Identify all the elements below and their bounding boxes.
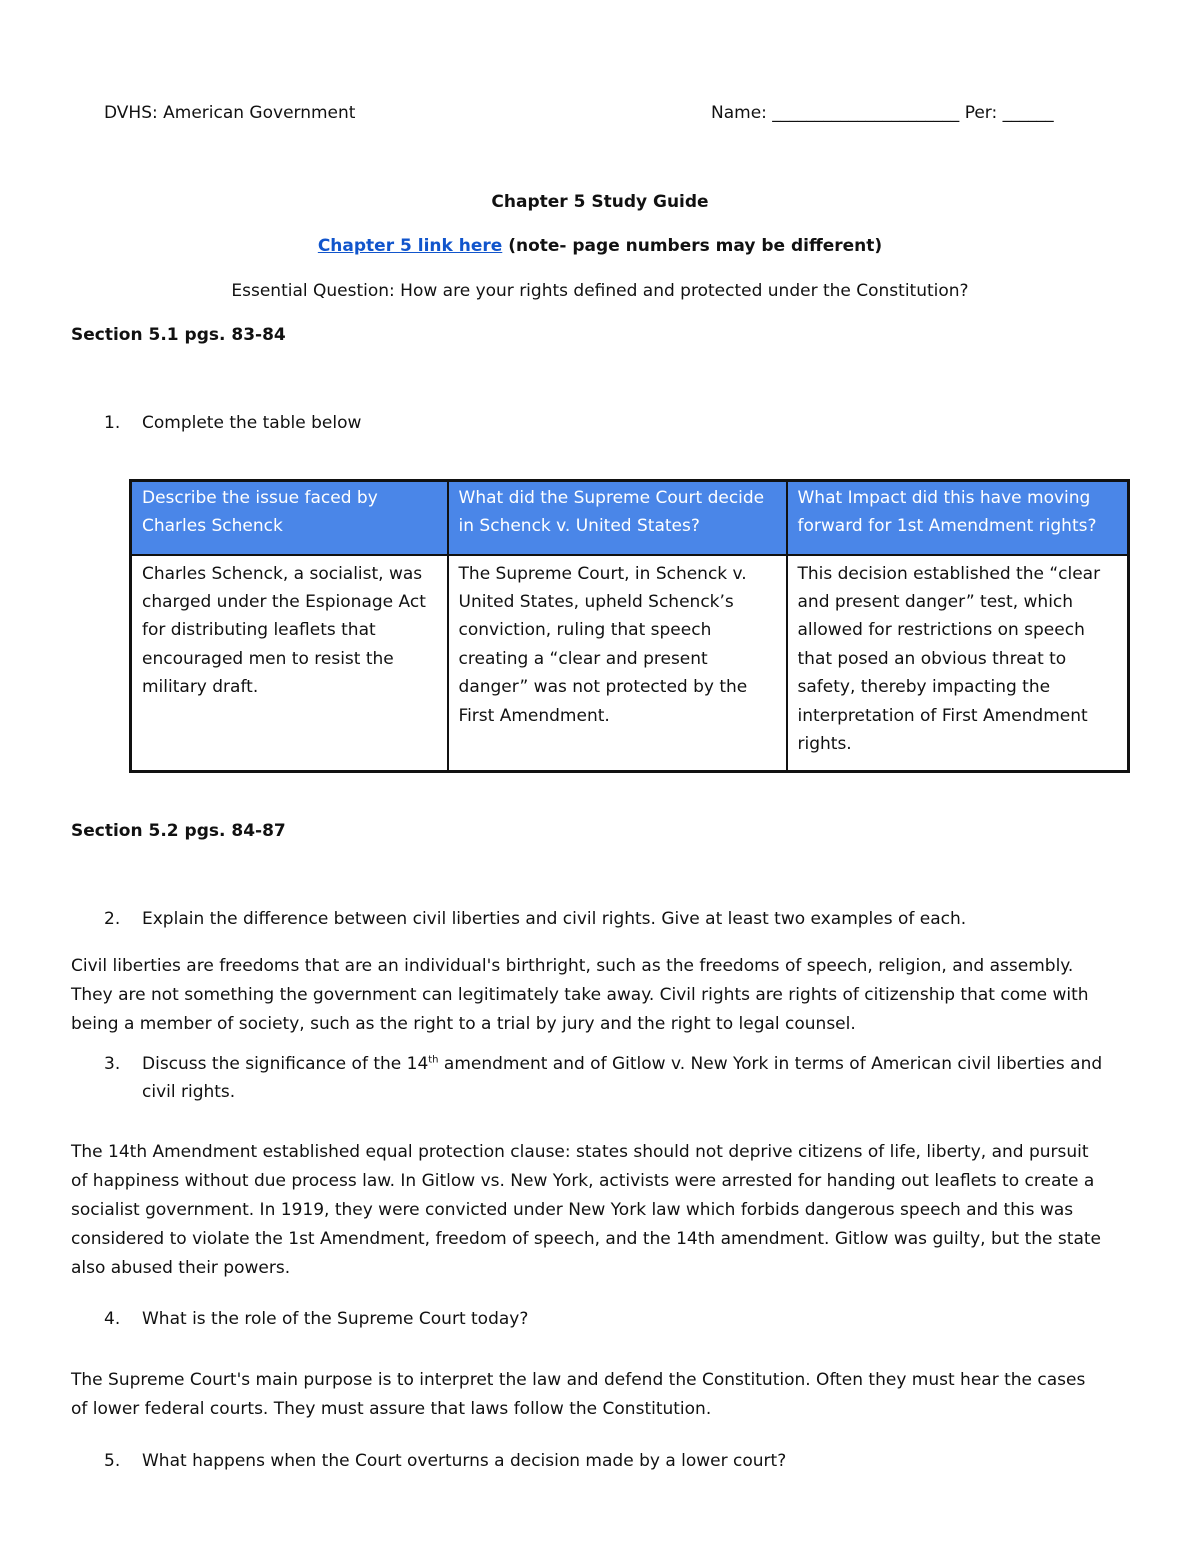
question-number: 2. bbox=[104, 909, 121, 929]
cell-issue: Charles Schenck, a socialist, was charged under the Espionage Act for distributing leaflets that encouraged men to resist the military draft. bbox=[131, 555, 448, 772]
answer-3: The 14th Amendment established equal protection clause: states should not deprive citizens of life, liberty, and pursuit of happiness without due process law. In Gitlow vs. New York, activists were arrested for handing out leaflets to create a socialist government. In 1919, they were convicted under New York law which forbids dangerous speech and this was considered to violate the 1st Amendment, freedom of speech, and the 14th amendment. Gitlow was guilty, but the state also abused their powers. bbox=[71, 1142, 1101, 1278]
answer-4: The Supreme Court's main purpose is to interpret the law and defend the Constitution. Often they must hear the cases of lower federal courts. They must assure that laws follow the Constitution. bbox=[71, 1370, 1086, 1419]
question-text: Explain the difference between civil liberties and civil rights. Give at least two examples of each. bbox=[142, 909, 967, 929]
question-number: 5. bbox=[104, 1451, 121, 1471]
name-period-field: Name: ______________________ Per: ______ bbox=[711, 103, 1054, 123]
question-number: 4. bbox=[104, 1309, 121, 1329]
cell-impact: This decision established the “clear and present danger” test, which allowed for restrictions on speech that posed an obvious threat to safety, thereby impacting the interpretation of First Amendment rights. bbox=[787, 555, 1129, 772]
table-row bbox=[131, 555, 1129, 772]
header-issue: Describe the issue faced by Charles Schenck bbox=[131, 481, 448, 555]
question-4 bbox=[104, 1309, 528, 1329]
answer-2: Civil liberties are freedoms that are an individual's birthright, such as the freedoms of speech, religion, and assembly. They are not something the government can legitimately take away. Civil rights are rights of citizenship that come with being a member of society, such as the right to a trial by jury and the right to legal counsel. bbox=[71, 956, 1089, 1034]
question-5 bbox=[104, 1451, 786, 1471]
section-5-1-heading: Section 5.1 pgs. 83-84 bbox=[71, 325, 286, 345]
header-impact: What Impact did this have moving forward for 1st Amendment rights? bbox=[787, 481, 1129, 555]
chapter-5-link[interactable]: Chapter 5 link here bbox=[317, 236, 503, 256]
table-header-row bbox=[131, 481, 1129, 555]
cell-decision: The Supreme Court, in Schenck v. United States, upheld Schenck’s conviction, ruling that speech creating a “clear and present danger” was not protected by the First Amendment. bbox=[448, 555, 787, 772]
question-3: 3. Discuss the significance of the 14th amendment and of Gitlow v. New York in terms of American civil liberties and bbox=[104, 1054, 1103, 1074]
question-text: Complete the table below bbox=[142, 413, 362, 433]
question-3-continued: civil rights. bbox=[142, 1082, 236, 1102]
question-2 bbox=[104, 909, 966, 929]
question-number: 1. bbox=[104, 413, 121, 433]
page-number-note: (note- page numbers may be different) bbox=[502, 236, 883, 256]
question-text: What happens when the Court overturns a decision made by a lower court? bbox=[142, 1451, 787, 1471]
question-1 bbox=[104, 413, 361, 433]
question-number: 3. bbox=[104, 1054, 121, 1074]
page-title: Chapter 5 Study Guide bbox=[491, 192, 709, 212]
schenck-table bbox=[129, 479, 1130, 773]
question-text: What is the role of the Supreme Court today? bbox=[142, 1309, 529, 1329]
course-header: DVHS: American Government bbox=[104, 103, 356, 123]
section-5-2-heading: Section 5.2 pgs. 84-87 bbox=[71, 821, 286, 841]
header-decision: What did the Supreme Court decide in Schenck v. United States? bbox=[448, 481, 787, 555]
essential-question: Essential Question: How are your rights defined and protected under the Constitution? bbox=[231, 281, 969, 301]
chapter-link-line bbox=[0, 236, 1200, 256]
